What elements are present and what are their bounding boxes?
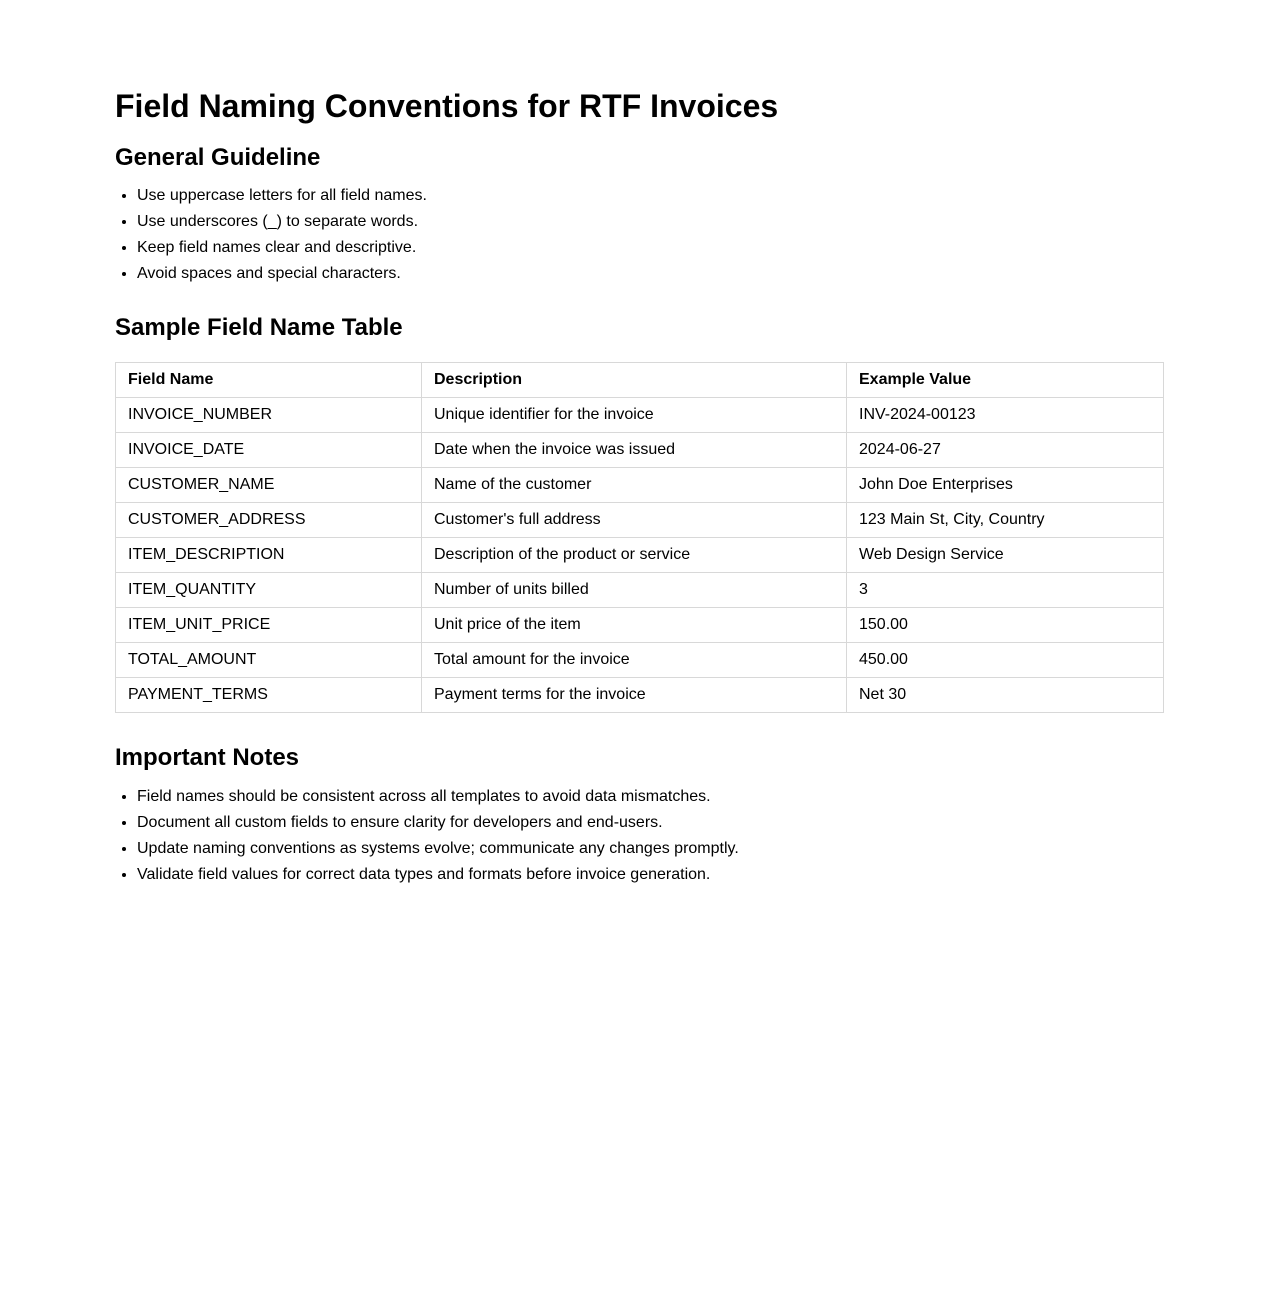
section-heading-important-notes: Important Notes xyxy=(115,743,300,771)
example-value-cell: 2024-06-27 xyxy=(847,432,1164,467)
description-cell: Date when the invoice was issued xyxy=(422,432,847,467)
description-cell: Unique identifier for the invoice xyxy=(422,397,847,432)
table-row xyxy=(116,677,1164,712)
example-value-cell: 123 Main St, City, Country xyxy=(847,502,1164,537)
example-value-cell: 150.00 xyxy=(847,607,1164,642)
list-item: • Update naming conventions as systems evolve; communicate any changes promptly. xyxy=(137,836,1163,862)
list-item: • Field names should be consistent across all templates to avoid data mismatches. xyxy=(137,784,1163,810)
example-value-cell: Web Design Service xyxy=(847,537,1164,572)
field-name-cell: CUSTOMER_ADDRESS xyxy=(116,502,422,537)
description-cell: Description of the product or service xyxy=(422,537,847,572)
field-name-cell: ITEM_QUANTITY xyxy=(116,572,422,607)
table-row xyxy=(116,432,1164,467)
field-name-cell: ITEM_UNIT_PRICE xyxy=(116,607,422,642)
column-header-example-value: Example Value xyxy=(847,362,1164,397)
section-heading-general-guideline: General Guideline xyxy=(115,143,321,171)
example-value-cell: Net 30 xyxy=(847,677,1164,712)
description-cell: Name of the customer xyxy=(422,467,847,502)
description-cell: Unit price of the item xyxy=(422,607,847,642)
table-row xyxy=(116,607,1164,642)
table-row xyxy=(116,642,1164,677)
field-name-cell: INVOICE_DATE xyxy=(116,432,422,467)
table-row xyxy=(116,502,1164,537)
example-value-cell: John Doe Enterprises xyxy=(847,467,1164,502)
list-item: • Avoid spaces and special characters. xyxy=(137,261,1163,287)
list-item: • Use uppercase letters for all field names. xyxy=(137,183,1163,209)
column-header-description: Description xyxy=(422,362,847,397)
field-name-cell: TOTAL_AMOUNT xyxy=(116,642,422,677)
page-title: Field Naming Conventions for RTF Invoices xyxy=(115,88,779,124)
field-name-table xyxy=(115,362,1164,713)
description-cell: Number of units billed xyxy=(422,572,847,607)
description-cell: Customer's full address xyxy=(422,502,847,537)
example-value-cell: 3 xyxy=(847,572,1164,607)
field-name-cell: INVOICE_NUMBER xyxy=(116,397,422,432)
list-item: • Document all custom fields to ensure clarity for developers and end-users. xyxy=(137,810,1163,836)
example-value-cell: 450.00 xyxy=(847,642,1164,677)
list-item: • Validate field values for correct data types and formats before invoice generation. xyxy=(137,862,1163,888)
table-row xyxy=(116,572,1164,607)
field-name-cell: CUSTOMER_NAME xyxy=(116,467,422,502)
table-row xyxy=(116,467,1164,502)
list-item: • Keep field names clear and descriptive. xyxy=(137,235,1163,261)
field-name-cell: PAYMENT_TERMS xyxy=(116,677,422,712)
guideline-list xyxy=(115,183,1163,287)
description-cell: Total amount for the invoice xyxy=(422,642,847,677)
description-cell: Payment terms for the invoice xyxy=(422,677,847,712)
table-header-row xyxy=(116,362,1164,397)
table-row xyxy=(116,397,1164,432)
notes-list xyxy=(115,784,1163,888)
example-value-cell: INV-2024-00123 xyxy=(847,397,1164,432)
document-page xyxy=(115,0,1163,1300)
table-row xyxy=(116,537,1164,572)
list-item: • Use underscores (_) to separate words. xyxy=(137,209,1163,235)
column-header-field-name: Field Name xyxy=(116,362,422,397)
section-heading-sample-field-name-table: Sample Field Name Table xyxy=(115,314,403,342)
field-name-cell: ITEM_DESCRIPTION xyxy=(116,537,422,572)
